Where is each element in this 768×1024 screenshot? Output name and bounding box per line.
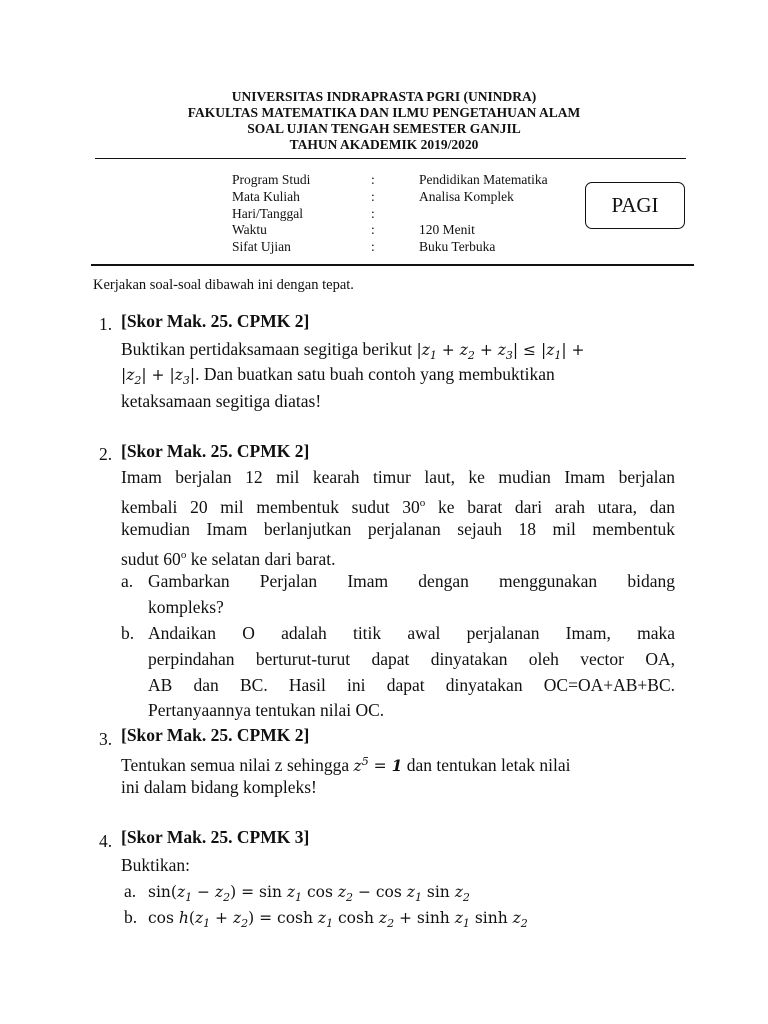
instruction-text: Kerjakan soal-soal dibawah ini dengan tepat. [93, 277, 354, 293]
academic-year: TAHUN AKADEMIK 2019/2020 [289, 137, 479, 152]
question-text-part: sudut 60 [121, 548, 181, 569]
math-expression: $\cos h(z_1 + z_2) = \cosh z_1$ $\cosh z_2 + \sinh z_1$ $\sinh z_2$ [148, 909, 528, 931]
math-expression: $z^5 = 1$ [353, 755, 403, 776]
info-sep: : [371, 189, 375, 204]
question-number: 3. [99, 729, 113, 749]
faculty-name: FAKULTAS MATEMATIKA DAN ILMU PENGETAHUAN ALAM [187, 105, 581, 120]
subquestion-text: Pertanyaannya tentukan nilai OC. [148, 700, 385, 720]
question-text-part: . Dan buatkan satu buah contoh yang membuktikan [195, 364, 555, 384]
question-score: [Skor Mak. 25. CPMK 2] [121, 441, 310, 461]
question-text: ketaksamaan segitiga diatas! [121, 391, 322, 411]
question-text [121, 516, 675, 542]
header-divider [95, 158, 686, 159]
info-label: Mata Kuliah [232, 189, 300, 204]
question-text-part: Gambarkan Perjalan Imam dengan menggunakan bidang [148, 571, 675, 591]
question-text-part: Tentukan semua nilai z sehingga [121, 755, 350, 776]
question-text-part: perpindahan berturut-turut dapat dinyatakan oleh vector OA, [148, 649, 675, 669]
info-sep: : [371, 206, 375, 221]
subquestion-label: b. [124, 907, 138, 927]
question-text-part: ke selatan dari barat. [186, 548, 336, 569]
info-value: Buku Terbuka [419, 239, 496, 254]
subquestion-label: a. [124, 881, 137, 901]
math-expression: $|z_2| + |z_3|$ [121, 366, 196, 388]
info-value: 120 Menit [419, 222, 475, 237]
question-text-part: AB dan BC. Hasil ini dapat dinyatakan OC=OA+AB+BC. [148, 675, 675, 695]
question-text-part: Buktikan pertidaksamaan segitiga berikut [121, 339, 413, 359]
subquestion-text: kompleks? [148, 597, 224, 617]
question-score: [Skor Mak. 25. CPMK 2] [121, 311, 310, 331]
question-number: 2. [99, 444, 113, 464]
question-text-part: Andaikan O adalah titik awal perjalanan Imam, maka [148, 623, 675, 643]
subquestion-text [148, 568, 675, 594]
subquestion-label: a. [121, 571, 134, 591]
subquestion-text [148, 646, 675, 672]
info-label: Waktu [232, 222, 267, 237]
info-sep: : [371, 239, 375, 254]
question-text: ini dalam bidang kompleks! [121, 777, 317, 797]
question-score: [Skor Mak. 25. CPMK 3] [121, 827, 310, 847]
question-text: Buktikan: [121, 855, 191, 875]
math-expression: $|z_1 + z_2 + z_3| \le |z_1|$ + [416, 341, 585, 363]
info-value: Analisa Komplek [419, 189, 514, 204]
info-label: Hari/Tanggal [232, 206, 304, 221]
question-text-part: dan tentukan letak nilai [406, 755, 571, 776]
degree-sign: o [180, 549, 187, 561]
question-score: [Skor Mak. 25. CPMK 2] [121, 725, 310, 745]
exam-title: SOAL UJIAN TENGAH SEMESTER GANJIL [247, 121, 521, 136]
question-text-part: ke barat dari arah utara, dan [425, 496, 675, 517]
question-number: 4. [99, 831, 113, 851]
question-text-part: kembali 20 mil membentuk sudut 30 [121, 496, 420, 517]
university-name: UNIVERSITAS INDRAPRASTA PGRI (UNINDRA) [231, 89, 537, 104]
info-label: Program Studi [232, 172, 311, 187]
info-sep: : [371, 172, 375, 187]
subquestion-text [148, 672, 675, 698]
question-text-part: kemudian Imam berlanjutkan perjalanan sejauh 18 mil membentuk [121, 519, 675, 539]
question-text [121, 464, 675, 490]
question-number: 1. [99, 314, 113, 334]
info-label: Sifat Ujian [232, 239, 291, 254]
degree-sign: o [419, 497, 426, 509]
session-badge: PAGI [585, 182, 685, 229]
question-text-part: Imam berjalan 12 mil kearah timur laut, ke mudian Imam berjalan [121, 467, 675, 487]
info-value: Pendidikan Matematika [419, 172, 548, 187]
info-sep: : [371, 222, 375, 237]
math-expression: $\sin(z_1 - z_2) = \sin z_1$ $\cos z_2 - \cos z_1$ $\sin z_2$ [148, 883, 470, 905]
subquestion-text [148, 620, 675, 646]
subquestion-label: b. [121, 623, 135, 643]
info-divider [91, 264, 694, 266]
